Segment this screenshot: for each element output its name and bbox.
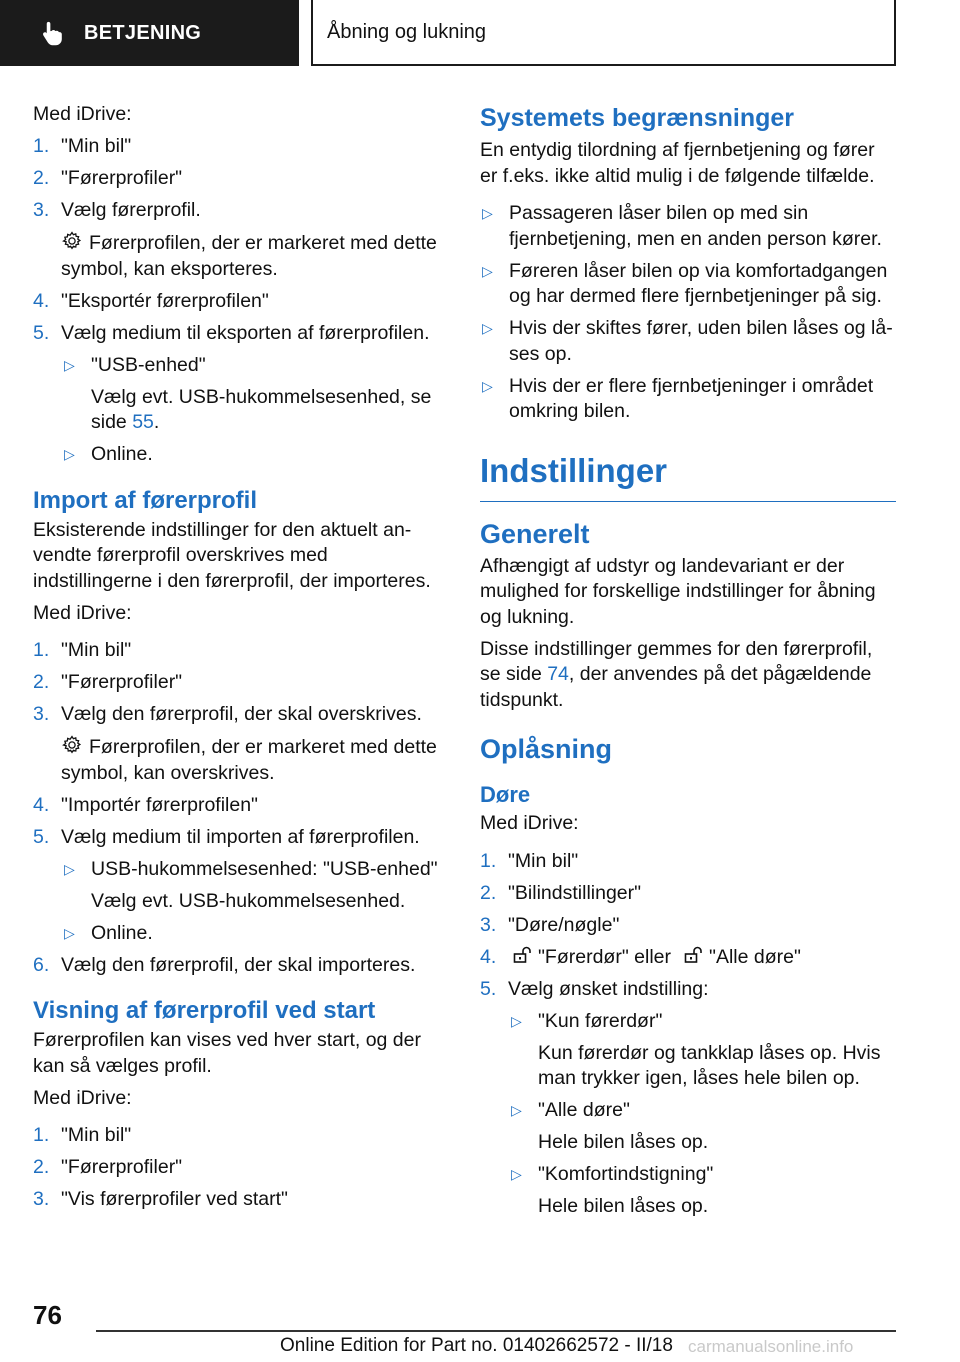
section-tab (311, 0, 896, 66)
triangle-bullet-icon: ▷ (511, 1102, 522, 1118)
triangle-bullet-icon: ▷ (511, 1012, 522, 1029)
list-item: 2. "Førerprofiler" (33, 1156, 183, 1178)
page-link[interactable]: 55 (132, 411, 154, 433)
import-heading: Import af førerprofil (33, 486, 258, 514)
triangle-bullet-icon: ▷ (482, 262, 493, 279)
triangle-bullet-icon: ▷ (482, 377, 493, 394)
hand-icon (38, 19, 66, 47)
right-column (480, 102, 896, 1226)
import-steps (33, 638, 443, 728)
export-options (62, 353, 443, 379)
option-desc: Hele bilen låses op. (538, 1131, 709, 1153)
list-item: 6. Vælg den førerprofil, der skal importeres. (33, 953, 416, 976)
general-heading: Generelt (480, 518, 590, 549)
list-item: 4. "Eksportér førerprofilen" (33, 289, 269, 312)
list-item: 2. "Førerprofiler" (33, 671, 183, 693)
list-item: ▷ "USB-enhed" (62, 353, 443, 379)
doors-options (509, 1098, 896, 1124)
view-intro: Med iDrive: (33, 1086, 132, 1109)
triangle-bullet-icon: ▷ (64, 446, 75, 462)
list-item: 1. "Min bil" (33, 639, 132, 661)
unlock-icon (512, 945, 532, 965)
import-opt1-desc: Vælg evt. USB-hukommelsesenhed. (91, 889, 406, 912)
left-column (33, 102, 443, 1219)
import-options (62, 857, 443, 883)
list-item: 3. "Døre/nøgle" (480, 913, 620, 936)
list-item: 4. "Importér førerprofilen" (33, 793, 258, 816)
gear-icon (61, 230, 83, 252)
export-opt1-desc: Vælg evt. USB-hukommelsesenhed, se side 55. (91, 385, 432, 433)
chapter-tab (0, 0, 299, 66)
import-options-b (62, 921, 443, 947)
list-item: 5. Vælg medium til importen af førerprofilen. (33, 825, 420, 848)
list-item: ▷ Online. (62, 921, 443, 947)
list-item: ▷ "Komfortindstigning" (509, 1162, 896, 1188)
list-item: ▷ USB-hukommelsesenhed: "USB-enhed" (62, 857, 443, 883)
triangle-bullet-icon: ▷ (64, 356, 75, 373)
view-steps (33, 1123, 443, 1213)
general-body: Afhængigt af udstyr og landevariant er der mulighed for forskellige indstillinger for åbning og lukning. (480, 554, 876, 628)
list-item: 4. "Førerdør" eller "Alle døre" (480, 945, 801, 968)
list-item: 1. "Min bil" (33, 1124, 132, 1146)
list-item: 5. Vælg ønsket indstilling: (480, 977, 709, 1000)
triangle-bullet-icon: ▷ (64, 924, 75, 941)
view-body: Førerprofilen kan vises ved hver start, og der kan så vælges profil. (33, 1029, 421, 1077)
export-note: Førerprofilen, der er markeret med dette symbol, kan eksporteres. (61, 232, 437, 280)
doors-options (509, 1162, 896, 1188)
list-item: 3. Vælg førerprofil. (33, 199, 201, 221)
import-step-6 (33, 953, 443, 979)
option-desc: Hele bilen låses op. (538, 1195, 709, 1217)
import-steps-b (33, 793, 443, 851)
limits-body: En entydig tilordning af fjernbetjening og fører er f.eks. ikke altid mulig i de følgende tilfælde. (480, 139, 875, 187)
export-intro: Med iDrive: (33, 103, 132, 125)
list-item: ▷ Passageren låser bilen op med sin fjernbetjening, men en anden person kører. (480, 201, 896, 252)
section-title: Åbning og lukning (327, 20, 487, 43)
general-body-2: Disse indstillinger gemmes for den førerprofil, se side 74, der anvendes på det pågældende tidspunkt. (480, 637, 873, 711)
list-item: 5. Vælg medium til eksporten af førerprofilen. (33, 321, 430, 344)
unlock-icon (683, 945, 703, 965)
export-steps-b (33, 289, 443, 347)
doors-heading: Døre (480, 782, 531, 807)
gear-icon (61, 734, 83, 756)
edition-note: Online Edition for Part no. 01402662572 - II/18 (280, 1335, 673, 1356)
list-item: 1. "Min bil" (33, 135, 132, 157)
import-body: Eksisterende indstillinger for den aktuelt anvendte førerprofil overskrives med indstillingerne i den førerprofil, der importeres. (33, 518, 431, 592)
list-item: ▷ Hvis der er flere fjernbetjeninger i området omkring bilen. (480, 374, 896, 425)
list-item: ▷ "Alle døre" (509, 1098, 896, 1124)
doors-options (509, 1009, 896, 1035)
export-options-b (62, 442, 443, 468)
import-note: Førerprofilen, der er markeret med dette symbol, kan overskrives. (61, 736, 437, 784)
limits-heading: Systemets begrænsninger (480, 104, 794, 132)
doors-steps (480, 849, 896, 1003)
limits-list (480, 201, 896, 425)
page-link[interactable]: 74 (547, 663, 569, 685)
footer-divider (96, 1330, 896, 1332)
triangle-bullet-icon: ▷ (482, 320, 493, 336)
triangle-bullet-icon: ▷ (511, 1166, 522, 1182)
list-item: ▷ Føreren låser bilen op via komfortadgangen og har dermed flere fjernbetjeninger på sig. (480, 259, 896, 310)
export-steps (33, 134, 443, 224)
list-item: ▷ Hvis der skiftes fører, uden bilen låses og låses op. (480, 316, 896, 367)
list-item: 3. Vælg den førerprofil, der skal overskrives. (33, 703, 422, 725)
view-heading: Visning af førerprofil ved start (33, 997, 376, 1024)
list-item: ▷ "Kun førerdør" (509, 1009, 896, 1035)
import-intro: Med iDrive: (33, 601, 132, 624)
page-number: 76 (33, 1300, 62, 1330)
list-item: 3. "Vis førerprofiler ved start" (33, 1188, 288, 1210)
option-desc: Kun førerdør og tankklap låses op. Hvis man trykker igen, låses hele bilen op. (538, 1041, 881, 1089)
list-item: ▷ Online. (62, 442, 443, 468)
settings-heading: Indstillinger (480, 451, 896, 502)
list-item: 2. "Bilindstillinger" (480, 881, 642, 904)
triangle-bullet-icon: ▷ (64, 860, 75, 877)
chapter-title: BETJENING (84, 21, 202, 44)
doors-intro: Med iDrive: (480, 812, 579, 834)
unlock-heading: Oplåsning (480, 734, 613, 764)
watermark: carmanualsonline.info (688, 1337, 854, 1356)
list-item: 1. "Min bil" (480, 849, 579, 872)
triangle-bullet-icon: ▷ (482, 205, 493, 221)
list-item: 2. "Førerprofiler" (33, 167, 183, 189)
